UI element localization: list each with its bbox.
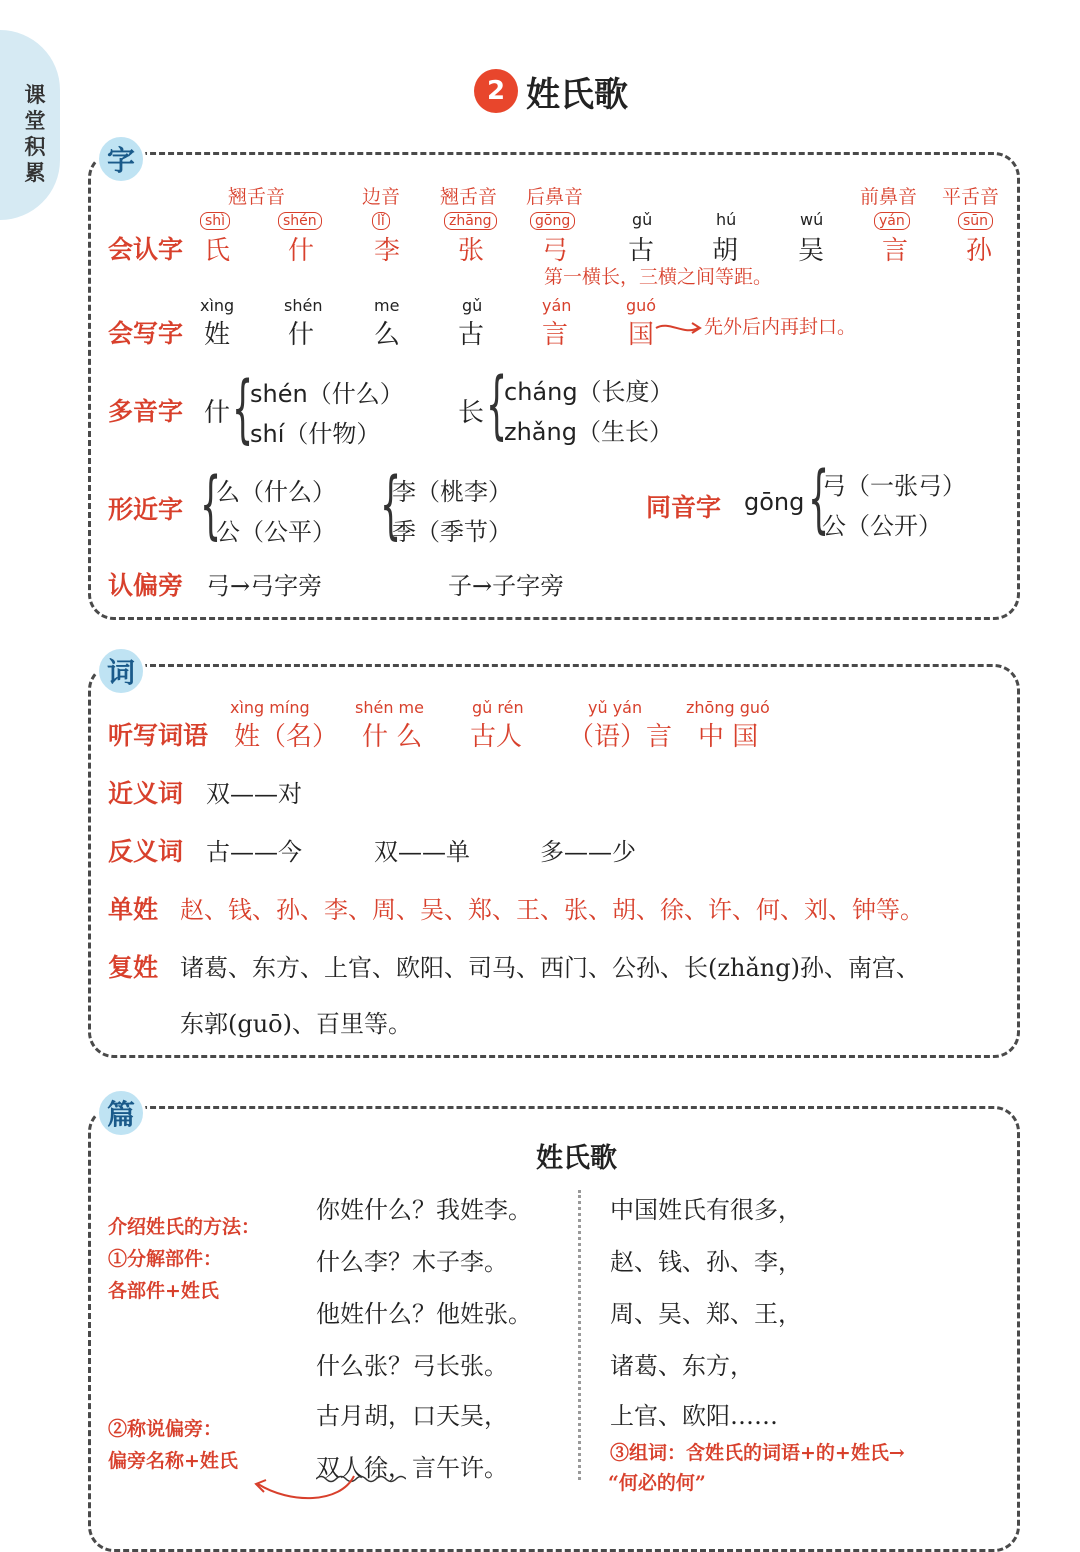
fanyi-pair-1: 古——今 <box>206 838 302 866</box>
char-gong: 弓 <box>542 236 569 266</box>
pinyin-guo: guó <box>626 296 657 315</box>
hui-ren-label: 会认字 <box>108 235 184 264</box>
method-title: 介绍姓氏的方法： <box>108 1216 261 1238</box>
poem-right-line: 赵、钱、孙、李， <box>610 1248 802 1276</box>
pian-pang-label: 认偏旁 <box>108 571 184 600</box>
tongyin-pinyin: gōng <box>744 488 805 516</box>
zi-section-icon: 字 <box>96 134 146 184</box>
jin-yi-label: 近义词 <box>108 779 184 808</box>
pinyin-hu: hú <box>716 210 737 229</box>
method-2-detail: 偏旁名称+姓氏 <box>108 1450 238 1472</box>
xingjin-ji: 季（季节） <box>392 518 512 546</box>
char-gu: 古 <box>628 236 655 266</box>
curved-arrow-icon <box>250 1470 360 1506</box>
tongyin-gong-public: 公（公开） <box>822 512 942 540</box>
char-wu: 吴 <box>798 236 825 266</box>
poem-left-line: 你姓什么？我姓李。 <box>316 1196 532 1224</box>
fu-xing-label: 复姓 <box>108 953 159 982</box>
char-li: 李 <box>374 236 401 266</box>
duoyin-char-shen: 什 <box>204 398 231 428</box>
pinyin-yan: yán <box>874 212 910 230</box>
char-gu-2: 古 <box>458 320 485 350</box>
brace-icon: { <box>232 366 254 452</box>
tong-yin-label: 同音字 <box>646 493 722 522</box>
fuxing-line-2: 东郭(guō)、百里等。 <box>180 1010 412 1038</box>
pinyin-xing: xìng <box>200 296 235 315</box>
duoyin-chang-reading: cháng（长度） <box>504 378 674 406</box>
poem-left-line: 什么张？弓长张。 <box>316 1352 508 1380</box>
poem-right-line: 中国姓氏有很多， <box>610 1196 802 1224</box>
tingxie-word-zhongguo: 中 国 <box>698 722 759 752</box>
method-2: ②称说偏旁： <box>108 1418 223 1440</box>
pinyin-zhang: zhāng <box>444 212 497 230</box>
pinyin-shen-2: shén <box>284 296 323 315</box>
pinyin-gong: gōng <box>530 212 575 230</box>
char-sun: 孙 <box>966 236 993 266</box>
pinyin-yan-2: yán <box>542 296 572 315</box>
note-bianyin: 边音 <box>362 186 401 208</box>
note-pingshe: 平舌音 <box>942 186 1000 208</box>
fanyi-pair-2: 双——单 <box>374 838 470 866</box>
tingxie-py-guren: gǔ rén <box>472 698 524 717</box>
brace-icon: { <box>200 462 222 548</box>
duoyin-char-chang: 长 <box>458 398 485 428</box>
note-qianbi: 前鼻音 <box>860 186 918 208</box>
tingxie-word-xingming: 姓（名） <box>234 722 339 752</box>
pinyin-li: lǐ <box>372 212 390 230</box>
tongyin-gong-bow: 弓（一张弓） <box>822 472 966 500</box>
dan-xing-label: 单姓 <box>108 895 159 924</box>
lesson-title-text: 姓氏歌 <box>526 74 628 115</box>
poem-right-line: 周、吴、郑、王， <box>610 1300 802 1328</box>
poem-right-line: 上官、欧阳…… <box>610 1402 778 1430</box>
poem-left-line: 他姓什么？他姓张。 <box>316 1300 532 1328</box>
char-me: 么 <box>374 320 401 350</box>
char-yan-2: 言 <box>542 320 569 350</box>
xing-jin-label: 形近字 <box>108 495 184 524</box>
pinyin-me: me <box>374 296 400 315</box>
poem-left-line: 什么李？木子李。 <box>316 1248 508 1276</box>
brace-icon: { <box>486 362 508 448</box>
tingxie-word-shenme: 什 么 <box>362 722 423 752</box>
xingjin-gong: 公（公平） <box>216 518 336 546</box>
pinyin-sun: sūn <box>958 212 993 230</box>
pian-section-icon: 篇 <box>96 1088 146 1138</box>
fuxing-line-1: 诸葛、东方、上官、欧阳、司马、西门、公孙、长(zhǎng)孙、南宫、 <box>180 954 920 982</box>
tingxie-word-guren: 古人 <box>470 722 523 752</box>
char-shen: 什 <box>288 236 315 266</box>
char-yan: 言 <box>882 236 909 266</box>
ci-section-icon: 词 <box>96 646 146 696</box>
tingxie-py-shenme: shén me <box>355 698 424 717</box>
pinyin-gu-2: gǔ <box>462 296 483 315</box>
poem-right-line: 诸葛、东方， <box>610 1352 754 1380</box>
fan-yi-label: 反义词 <box>108 837 184 866</box>
lesson-number: 2 <box>474 69 518 113</box>
duo-yin-label: 多音字 <box>108 397 184 426</box>
pinyin-shen: shén <box>278 212 322 230</box>
char-zhang: 张 <box>458 236 485 266</box>
pinyin-wu: wú <box>800 210 824 229</box>
fanyi-pair-3: 多——少 <box>540 838 636 866</box>
method-3: ③组词：含姓氏的词语+的+姓氏→ <box>610 1442 905 1464</box>
duoyin-shen-reading: shén（什么） <box>250 380 404 408</box>
poem-divider <box>578 1190 585 1480</box>
char-shen-2: 什 <box>288 320 315 350</box>
method-1-detail: 各部件+姓氏 <box>108 1280 219 1302</box>
brace-icon: { <box>380 462 402 548</box>
side-tab-label: 课堂积累 <box>24 83 46 185</box>
duoyin-shi-reading: shí（什物） <box>250 420 381 448</box>
char-xing: 姓 <box>204 320 231 350</box>
ting-xie-label: 听写词语 <box>108 721 209 750</box>
char-hu: 胡 <box>712 236 739 266</box>
note-guo-strokes: 先外后内再封口。 <box>704 316 857 338</box>
danxing-list: 赵、钱、孙、李、周、吴、郑、王、张、胡、徐、许、何、刘、钟等。 <box>180 896 924 924</box>
xingjin-me: 么（什么） <box>216 478 336 506</box>
pianpang-zi: 子→子字旁 <box>448 572 565 600</box>
method-1: ①分解部件： <box>108 1248 223 1270</box>
note-qiaoshe-2: 翘舌音 <box>440 186 498 208</box>
note-qiaoshe-1: 翘舌音 <box>228 186 286 208</box>
xingjin-li: 李（桃李） <box>392 478 512 506</box>
tingxie-py-xingming: xìng míng <box>230 698 310 717</box>
char-guo: 国 <box>628 320 655 350</box>
duoyin-zhang-reading: zhǎng（生长） <box>504 418 673 446</box>
jinyi-pair: 双——对 <box>206 780 302 808</box>
poem-title: 姓氏歌 <box>536 1143 617 1174</box>
poem-left-line: 双人徐，言午许。 <box>316 1454 508 1482</box>
note-houbi: 后鼻音 <box>526 186 584 208</box>
tingxie-py-zhongguo: zhōng guó <box>686 698 770 717</box>
lesson-title <box>474 66 628 116</box>
poem-left-line: 古月胡，口天吴， <box>316 1402 508 1430</box>
arrow-icon <box>654 318 704 338</box>
tingxie-word-yuyan: （语）言 <box>568 722 673 752</box>
pinyin-shi: shì <box>200 212 230 230</box>
char-shi: 氏 <box>204 236 231 266</box>
pianpang-gong: 弓→弓字旁 <box>206 572 323 600</box>
hui-xie-label: 会写字 <box>108 319 184 348</box>
tingxie-py-yuyan: yǔ yán <box>588 698 643 717</box>
brace-icon: { <box>808 456 830 542</box>
note-yan-strokes: 第一横长，三横之间等距。 <box>544 266 773 288</box>
pinyin-gu: gǔ <box>632 210 653 229</box>
method-3-example: “何必的何” <box>608 1472 706 1494</box>
